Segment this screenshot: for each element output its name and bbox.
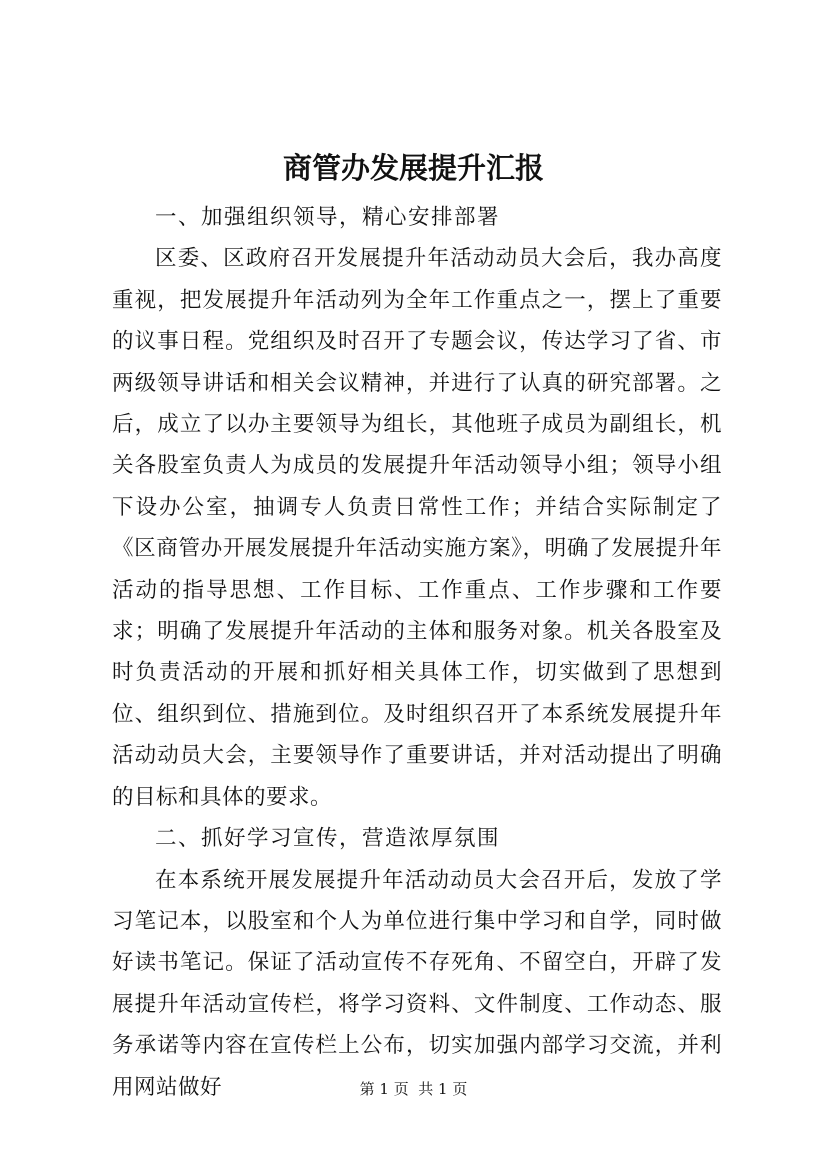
document-body — [112, 197, 722, 1108]
page-number-label: 第 1 页 共 1 页 — [359, 1080, 468, 1098]
body-paragraph-2: 在本系统开展发展提升年活动动员大会召开后，发放了学习笔记本，以股室和个人为单位进行集中学习和自学，同时做好读书笔记。保证了活动宣传不存死角、不留空白，开辟了发展提升年活动宣传栏，将学习资料、文件制度、工作动态、服务承诺等内容在宣传栏上公布，切实加强内部学习交流，并利用网站做好 — [112, 867, 722, 1100]
section-heading-2: 二、抓好学习宣传，营造浓厚氛围 — [155, 826, 501, 852]
page-footer — [0, 1079, 827, 1099]
section-heading-1: 一、加强组织领导，精心安排部署 — [155, 205, 501, 230]
body-paragraph-1: 区委、区政府召开发展提升年活动动员大会后，我办高度重视，把发展提升年活动列为全年工作重点之一，摆上了重要的议事日程。党组织及时召开了专题会议，传达学习了省、市两级领导讲话和相关会议精神，并进行了认真的研究部署。之后，成立了以办主要领导为组长，其他班子成员为副组长，机关各股室负责人为成员的发展提升年活动领导小组；领导小组下设办公室，抽调专人负责日常性工作；并结合实际制定了《区商管办开展发展提升年活动实施方案》，明确了发展提升年活动的指导思想、工作目标、工作重点、工作步骤和工作要求；明确了发展提升年活动的主体和服务对象。机关各股室及时负责活动的开展和抓好相关具体工作，切实做到了思想到位、组织到位、措施到位。及时组织召开了本系统发展提升年活动动员大会，主要领导作了重要讲话，并对活动提出了明确的目标和具体的要求。 — [112, 246, 722, 810]
document-title: 商管办发展提升汇报 — [282, 151, 544, 185]
